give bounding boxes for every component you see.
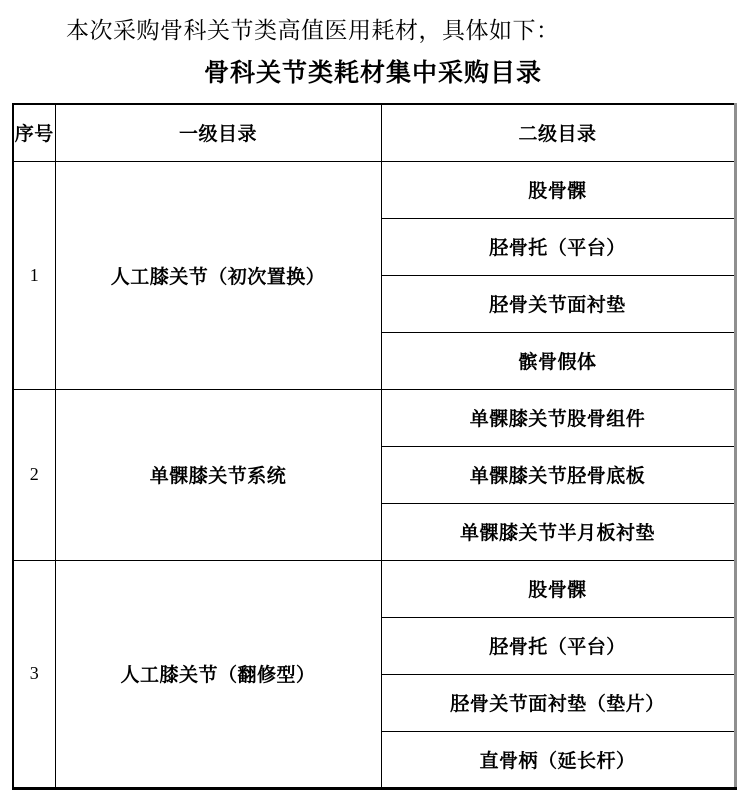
group-category: 人工膝关节（翻修型） xyxy=(55,560,381,788)
subcategory-cell: 单髁膝关节股骨组件 xyxy=(381,389,735,446)
subcategory-cell: 髌骨假体 xyxy=(381,332,735,389)
subcategory-cell: 单髁膝关节半月板衬垫 xyxy=(381,503,735,560)
subcategory-cell: 胫骨关节面衬垫（垫片） xyxy=(381,674,735,731)
column-header-level2: 二级目录 xyxy=(381,104,735,161)
table-header-row xyxy=(13,104,735,161)
table-row xyxy=(13,161,735,218)
table-row xyxy=(13,560,735,617)
subcategory-cell: 单髁膝关节胫骨底板 xyxy=(381,446,735,503)
table-row xyxy=(13,389,735,446)
procurement-catalog-table xyxy=(12,103,737,790)
intro-paragraph: 本次采购骨科关节类高值医用耗材，具体如下： xyxy=(66,18,560,43)
subcategory-cell: 股骨髁 xyxy=(381,161,735,218)
subcategory-cell: 胫骨托（平台） xyxy=(381,218,735,275)
page-title: 骨科关节类耗材集中采购目录 xyxy=(203,60,542,87)
group-number: 1 xyxy=(13,161,55,389)
subcategory-cell: 胫骨关节面衬垫 xyxy=(381,275,735,332)
group-category: 单髁膝关节系统 xyxy=(55,389,381,560)
column-header-index: 序号 xyxy=(13,104,55,161)
group-number: 2 xyxy=(13,389,55,560)
subcategory-cell: 胫骨托（平台） xyxy=(381,617,735,674)
group-category: 人工膝关节（初次置换） xyxy=(55,161,381,389)
column-header-level1: 一级目录 xyxy=(55,104,381,161)
subcategory-cell: 直骨柄（延长杆） xyxy=(381,731,735,788)
subcategory-cell: 股骨髁 xyxy=(381,560,735,617)
group-number: 3 xyxy=(13,560,55,788)
